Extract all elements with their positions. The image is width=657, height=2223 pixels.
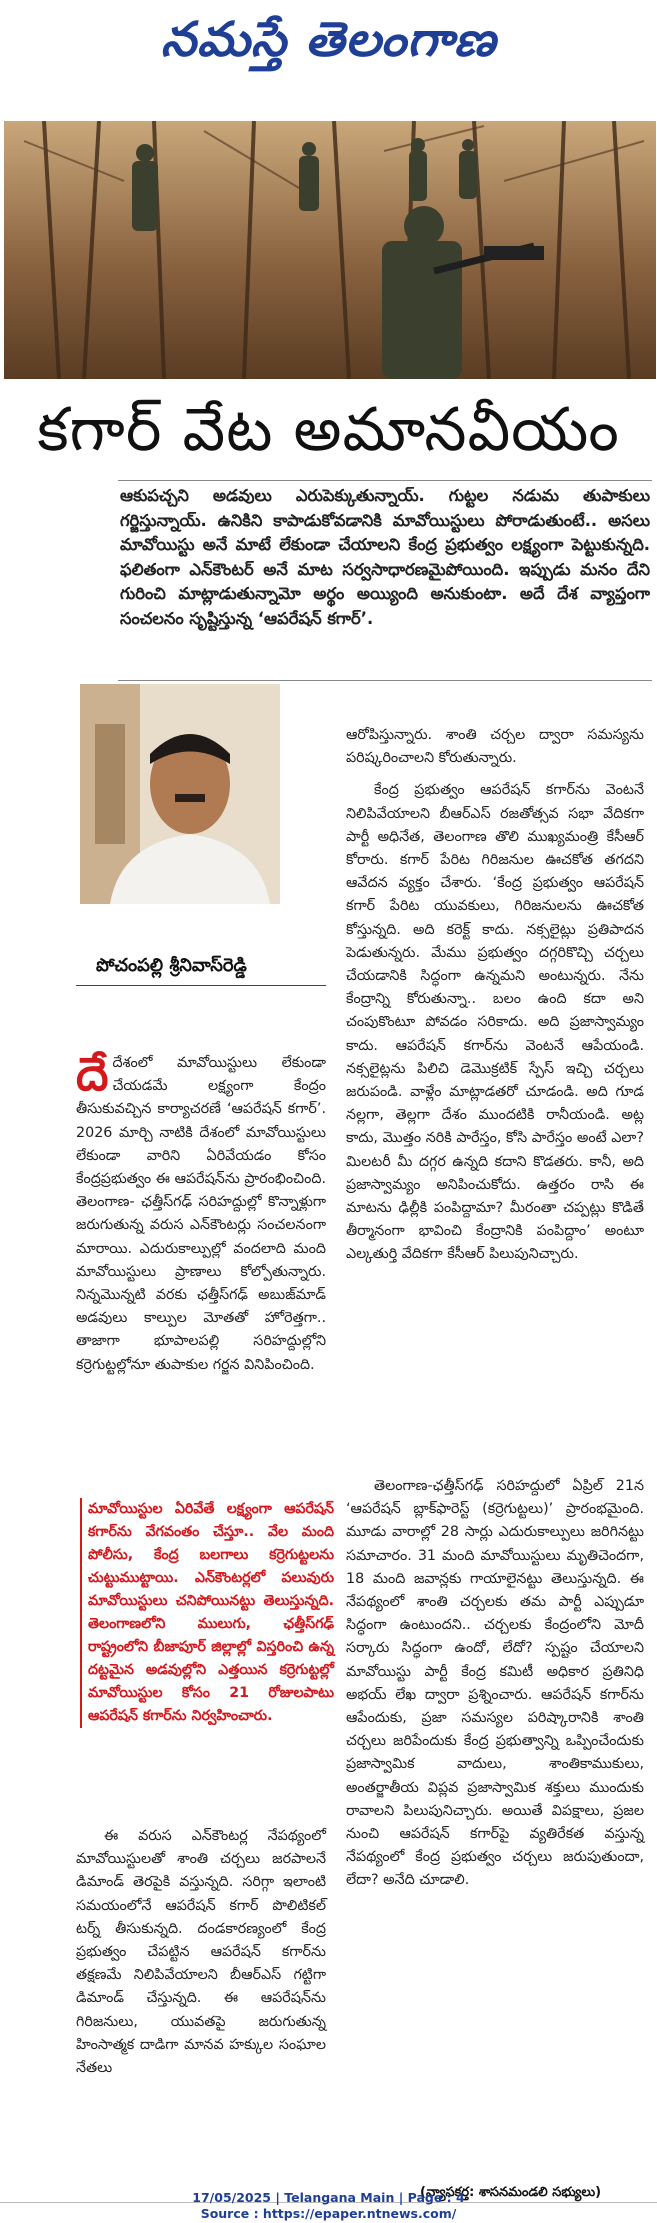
footer-source[interactable]: Source : https://epaper.ntnews.com/ xyxy=(200,2206,457,2221)
paragraph: కేంద్ర ప్రభుత్వం ఆపరేషన్ కగార్‌ను వెంటనే నిలిపివేయాలని బీఆర్‌ఎస్ రజతోత్సవ సభా వేదికగా పార్టీ అధినేత, తెలంగాణ తొలి ముఖ్యమంత్రి కేసీఆర్ కోరారు. కగార్ పేరిట గిరిజనుల ఊచకోత తగదని ఆవేదన వ్యక్తం చేశారు. ‘కేంద్ర ప్రభుత్వం ఆపరేషన్ కగార్ పేరిట యువకులు, గిరిజనులను ఊచకోత కోస్తున్నది. అది కరెక్ట్ కాదు. నక్సలైట్లు ప్రతిపాదన పెడుతున్నరు. మేము ప్రభుత్వం దగ్గరికొచ్చి చర్చలు చేయడానికి సిద్ధంగా ఉన్నమని అంటున్నరు. నేను కేంద్రాన్ని కోరుతున్నా.. బలం ఉంది కదా అని చంపుకొంటూ పోవడం సరికాదు. అది ప్రజాస్వామ్యం కాదు. ఆపరేషన్ కగార్‌ను వెంటనే ఆపేయండి. నక్సలైట్లను పిలిచి డెమొక్రటిక్ స్పేస్ ఇచ్చి చర్చలు జరుపండి. వాళ్లేం మాట్లాడతరో చూడండి. అది గూడ నల్లగా, తెల్లగా దేశం ముందటికి రానీయండి. అట్ల కాదు, మొత్తం నరికి పారేస్తం, కోసి పారేస్తం అంటే ఎలా? మిలటరీ మీ దగ్గర ఉన్నది కదాని కొడతరు. కానీ, అది ప్రజాస్వామ్యం అనిపించుకోదు. ఉత్తరం రాసి ఈ మాటను ఢిల్లీకి పంపిద్దామా? మీరంతా చప్పట్లు కొడితే తీర్మానంగా భావించి కేంద్రానికి పంపిద్దాం’ అంటూ ఎల్కతుర్తి వేదికగా కేసీఆర్ పిలుపునిచ్చారు. xyxy=(346,782,644,1263)
author-name: పోచంపల్లి శ్రీనివాస్‌రెడ్డి xyxy=(96,955,247,976)
paragraph: ఈ వరుస ఎన్‌కౌంటర్ల నేపథ్యంలో మావోయిస్టులతో శాంతి చర్చలు జరపాలనే డిమాండ్ తెరపైకి వస్తున్నది. సరిగ్గా ఇలాంటి సమయంలోనే ఆపరేషన్ కగార్ పొలిటికల్ టర్న్ తీసుకున్నది. దండకారణ్యంలో కేంద్ర ప్రభుత్వం చేపట్టిన ఆపరేషన్ కగార్‌ను తక్షణమే నిలిపివేయాలని బీఆర్‌ఎస్ గట్టిగా డిమాండ్ చేస్తున్నది. ఈ ఆపరేషన్‌ను గిరిజనులు, యువతపై జరుగుతున్న హింసాత్మక దాడిగా మానవ హక్కుల సంఘాల నేతలు xyxy=(76,1828,326,2077)
divider xyxy=(118,480,652,481)
divider xyxy=(76,985,326,986)
opening-text: దేశంలో మావోయిస్టులు లేకుండా చేయడమే లక్ష్యంగా కేంద్రం తీసుకువచ్చిన కార్యాచరణే ‘ఆపరేషన్ కగార్’. 2026 మార్చి నాటికి దేశంలో మావోయిస్టులు లేకుండా వారిని ఏరివేయడం కోసం కేంద్రప్రభుత్వం ఈ ఆపరేషన్‌ను ప్రారంభించింది. తెలంగాణ- ఛత్తీస్‌గఢ్ సరిహద్దుల్లో కొన్నాళ్లుగా జరుగుతున్న వరుస ఎన్‌కౌంటర్లు సంచలనంగా మారాయి. ఎదురుకాల్పుల్లో వందలాది మంది మావోయిస్టులు ప్రాణాలు కోల్పోతున్నారు. నిన్నమొన్నటి వరకు ఛత్తీస్‌గఢ్ అబుజ్‌మాడ్ అడవులు కాల్పుల మోతతో హోరెత్తగా.. తాజాగా భూపాలపల్లి సరిహద్దుల్లోని కర్రెగుట్టల్లోనూ తుపాకుల గర్జన వినిపించింది. xyxy=(76,1055,326,1373)
masthead xyxy=(0,0,657,110)
newspaper-title: నమస్తే తెలంగాణ xyxy=(160,11,497,67)
paragraph: తెలంగాణ-ఛత్తీస్‌గఢ్ సరిహద్దులో ఏప్రిల్ 21న ‘ఆపరేషన్ బ్లాక్‌ఫారెస్ట్ (కర్రెగుట్టలు)’ ప్రారంభమైంది. మూడు వారాల్లో 28 సార్లు ఎదురుకాల్పులు జరిగినట్టు సమాచారం. 31 మంది మావోయిస్టులు మృతిచెందగా, 18 మంది జవాన్లకు గాయాలైనట్టు తెలుస్తున్నది. ఈ నేపథ్యంలో శాంతి చర్చలకు తమ పార్టీ ఎప్పుడూ సిద్ధంగా ఉంటుందని.. చర్చలకు కేంద్రంలోని మోదీ సర్కారు సిద్ధంగా ఉందో, లేదో? స్పష్టం చేయాలని మావోయిస్టు పార్టీ కేంద్ర కమిటీ అధికార ప్రతినిధి అభయ్ లేఖ ద్వారా ప్రశ్నించారు. ఆపరేషన్ కగార్‌ను ఆపేందుకు, ప్రజా సమస్యల పరిష్కారానికి శాంతి చర్చలు జరిపేందుకు కేంద్ర ప్రభుత్వాన్ని ఒప్పించేందుకు ప్రజాస్వామిక వాదులు, శాంతికాముకులు, అంతర్జాతీయ విప్లవ ప్రజాస్వామిక శక్తులు ముందుకు రావాలని పిలుపునిచ్చారు. అయితే విపక్షాలు, ప్రజల నుంచి ఆపరేషన్ కగార్‌పై వ్యతిరేకత వస్తున్న నేపథ్యంలో కేంద్ర ప్రభుత్వం చర్చలు జరుపుతుందా, లేదా? అనేది చూడాలి. xyxy=(346,1478,644,1889)
news-photo xyxy=(4,121,656,379)
left-column-top xyxy=(76,1047,326,1386)
byline: (వ్యాసకర్త: శాసనమండలి సభ్యులు) xyxy=(420,2185,602,2200)
divider xyxy=(118,680,652,681)
paragraph xyxy=(76,1047,326,1377)
right-column-top xyxy=(346,724,644,1276)
drop-cap: దే xyxy=(76,1047,109,1101)
intro-paragraph: ఆకుపచ్చని అడవులు ఎరుపెక్కుతున్నాయ్. గుట్టల నడుమ తుపాకులు గర్జిస్తున్నాయ్. ఉనికిని కాపాడుకోవడానికి మావోయిస్టులు పోరాడుతుంటే.. అసలు మావోయిస్టు అనే మాటే లేకుండా చేయాలని కేంద్ర ప్రభుత్వం లక్ష్యంగా పెట్టుకున్నది. ఫలితంగా ఎన్‌కౌంటర్ అనే మాట సర్వసాధారణమైపోయింది. ఇప్పుడు మనం దేని గురించి మాట్లాడుతున్నామో అర్థం అయ్యింది అనుకుంటా. అదే దేశ వ్యాప్తంగా సంచలనం సృష్టిస్తున్న ‘ఆపరేషన్ కగార్’. xyxy=(120,486,650,628)
right-column-bottom xyxy=(346,1475,644,1902)
paragraph: ఆరోపిస్తున్నారు. శాంతి చర్చల ద్వారా సమస్యను పరిష్కరించాలని కోరుతున్నారు. xyxy=(346,727,644,767)
left-column-bottom xyxy=(76,1825,326,2089)
headline: కగార్ వేట అమానవీయం xyxy=(37,395,620,465)
footer-date: 17/05/2025 | Telangana Main | Page : 4 xyxy=(192,2190,465,2205)
pull-quote: మావోయిస్టుల ఏరివేతే లక్ష్యంగా ఆపరేషన్ కగార్‌ను వేగవంతం చేస్తూ.. వేల మంది పోలీసు, కేంద్ర బలగాలు కర్రెగుట్టలను చుట్టుముట్టాయి. ఎన్‌కౌంటర్లలో పలువురు మావోయిస్టులు చనిపోయినట్టు తెలుస్తున్నది. తెలంగాణలోని ములుగు, ఛత్తీస్‌గఢ్ రాష్ట్రంలోని బీజాపూర్ జిల్లాల్లో విస్తరించి ఉన్న దట్టమైన అడవుల్లోని ఎత్తయిన కర్రెగుట్టల్లో మావోయిస్టుల కోసం 21 రోజులపాటు ఆపరేషన్ కగార్‌ను నిర్వహించారు. xyxy=(80,1498,334,1728)
author-portrait xyxy=(80,684,280,904)
